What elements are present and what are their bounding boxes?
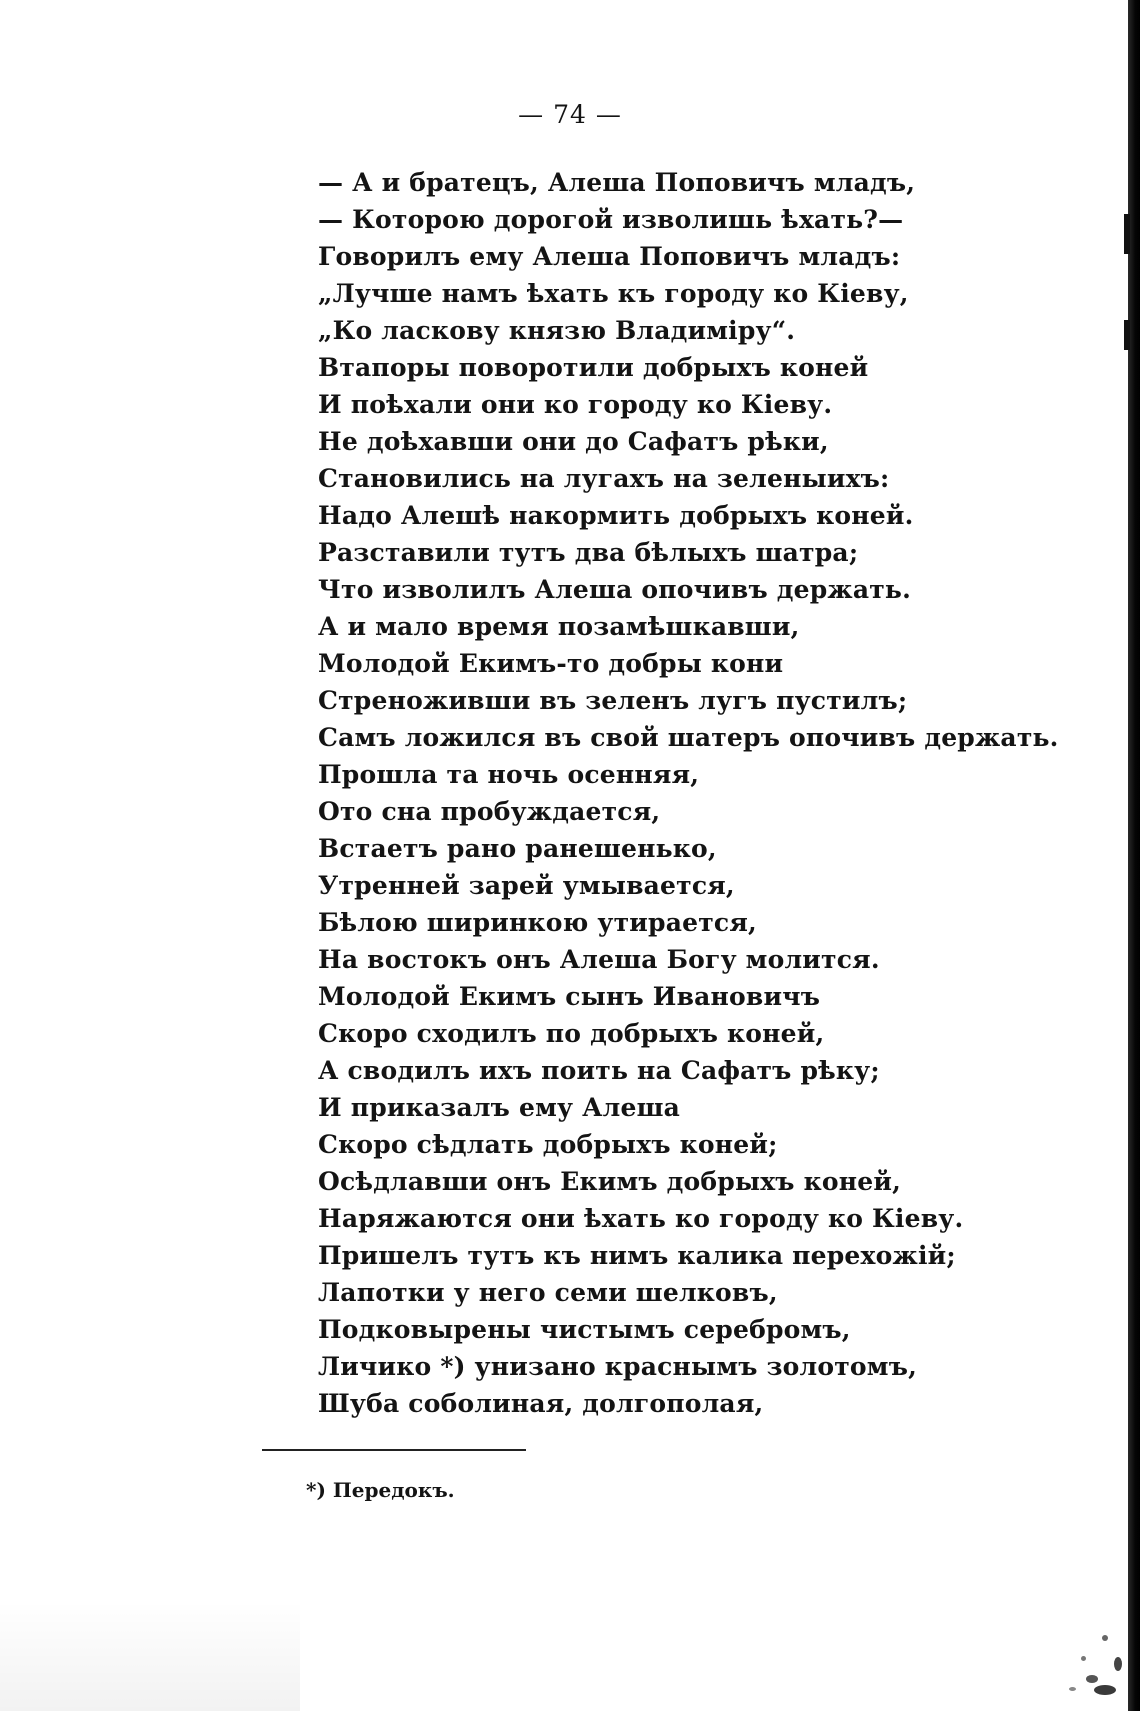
poem-line: И приказалъ ему Алеша bbox=[318, 1093, 681, 1122]
page-number: — 74 — bbox=[518, 100, 622, 129]
poem-line: Становились на лугахъ на зеленыихъ: bbox=[318, 464, 890, 493]
poem-line: — Которою дорогой изволишь ѣхать?— bbox=[318, 205, 904, 234]
poem-line: „Лучше намъ ѣхать къ городу ко Кіеву, bbox=[318, 279, 909, 308]
poem-line: На востокъ онъ Алеша Богу молится. bbox=[318, 945, 880, 974]
footnote: *) Передокъ. bbox=[306, 1478, 455, 1502]
poem-line: Надо Алешѣ накормить добрыхъ коней. bbox=[318, 501, 914, 530]
scan-edge-mark bbox=[1124, 320, 1130, 350]
poem-line: Пришелъ тутъ къ нимъ калика перехожій; bbox=[318, 1241, 956, 1270]
poem-line: Бѣлою ширинкою утирается, bbox=[318, 908, 757, 937]
poem-line: Встаетъ рано ранешенько, bbox=[318, 834, 717, 863]
poem-line: Утренней зарей умывается, bbox=[318, 871, 735, 900]
poem-line: Подковырены чистымъ серебромъ, bbox=[318, 1315, 851, 1344]
scan-smudge bbox=[0, 1601, 300, 1711]
poem-line: Молодой Екимъ-то добры кони bbox=[318, 649, 784, 678]
poem-line: Наряжаются они ѣхать ко городу ко Кіеву. bbox=[318, 1204, 964, 1233]
poem-line: Лапотки у него семи шелковъ, bbox=[318, 1278, 778, 1307]
footnote-rule bbox=[262, 1449, 526, 1451]
poem-text bbox=[318, 164, 1059, 1422]
scan-edge-mark bbox=[1124, 214, 1130, 254]
poem-line: Прошла та ночь осенняя, bbox=[318, 760, 700, 789]
scan-speckle bbox=[1046, 1611, 1126, 1701]
poem-line: Осѣдлавши онъ Екимъ добрыхъ коней, bbox=[318, 1167, 901, 1196]
poem-line: Говорилъ ему Алеша Поповичъ младъ: bbox=[318, 242, 901, 271]
poem-line: Шуба соболиная, долгополая, bbox=[318, 1389, 764, 1418]
poem-line: И поѣхали они ко городу ко Кіеву. bbox=[318, 390, 833, 419]
poem-line: А и мало время позамѣшкавши, bbox=[318, 612, 800, 641]
poem-line: Разставили тутъ два бѣлыхъ шатра; bbox=[318, 538, 859, 567]
poem-line: Скоро сѣдлать добрыхъ коней; bbox=[318, 1130, 778, 1159]
poem-line: Втапоры поворотили добрыхъ коней bbox=[318, 353, 869, 382]
poem-line: Ото сна пробуждается, bbox=[318, 797, 661, 826]
poem-line: „Ко ласкову князю Владиміру“. bbox=[318, 316, 796, 345]
poem-line: Стреноживши въ зеленъ лугъ пустилъ; bbox=[318, 686, 908, 715]
poem-line: — А и братецъ, Алеша Поповичъ младъ, bbox=[318, 168, 916, 197]
poem-line: Самъ ложился въ свой шатеръ опочивъ держать. bbox=[318, 723, 1059, 752]
poem-line: А сводилъ ихъ поить на Сафатъ рѣку; bbox=[318, 1056, 880, 1085]
poem-line: Скоро сходилъ по добрыхъ коней, bbox=[318, 1019, 825, 1048]
poem-line: Что изволилъ Алеша опочивъ держать. bbox=[318, 575, 911, 604]
poem-line: Не доѣхавши они до Сафатъ рѣки, bbox=[318, 427, 829, 456]
scan-page-edge bbox=[1128, 0, 1140, 1711]
poem-line: Личико *) унизано краснымъ золотомъ, bbox=[318, 1352, 918, 1381]
poem-line: Молодой Екимъ сынъ Ивановичъ bbox=[318, 982, 821, 1011]
